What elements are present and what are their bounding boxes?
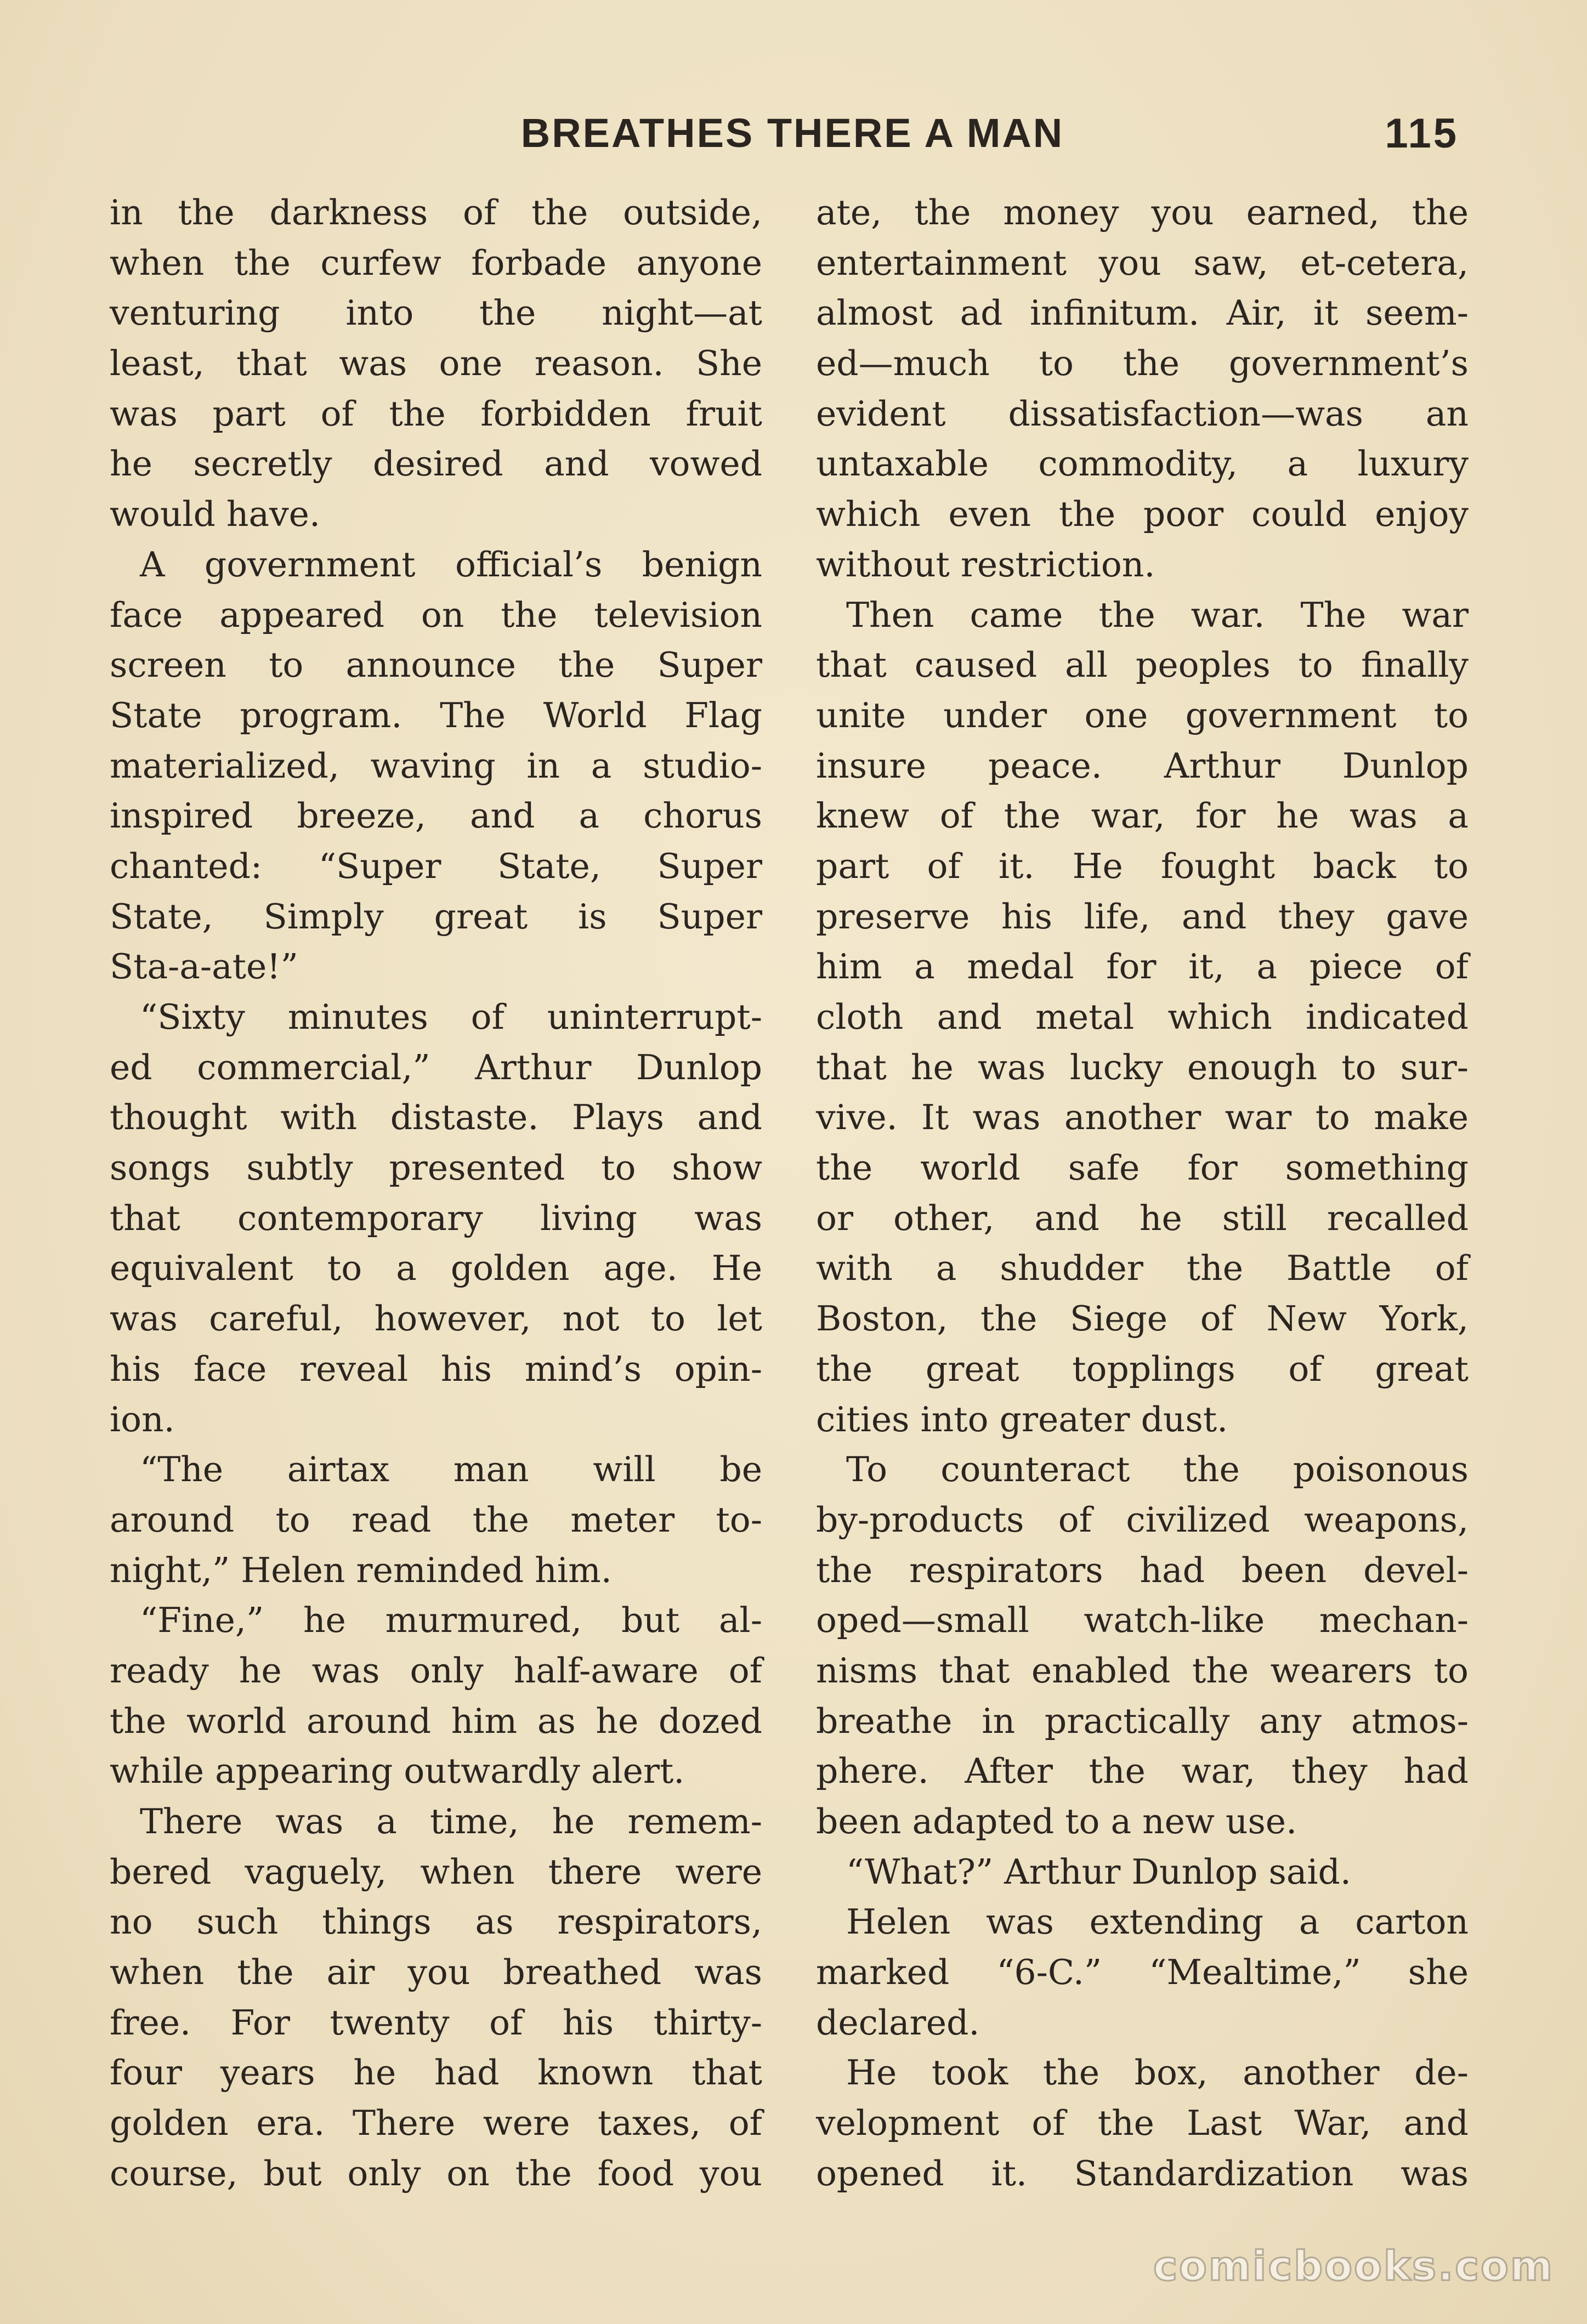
text-line: almost ad infinitum. Air, it seem-	[816, 293, 1469, 333]
text-line: ed—much to the government’s	[816, 343, 1469, 384]
text-line: declared.	[816, 2002, 980, 2043]
text-line: songs subtly presented to show	[110, 1148, 762, 1188]
text-line: equivalent to a golden age. He	[110, 1248, 762, 1289]
text-line: Helen was extending a carton	[846, 1902, 1469, 1942]
text-line: chanted: “Super State, Super	[110, 846, 762, 886]
text-line: face appeared on the television	[110, 594, 762, 635]
text-line: nisms that enabled the wearers to	[816, 1650, 1469, 1691]
page-header	[107, 110, 1478, 170]
text-line: marked “6-C.” “Mealtime,” she	[816, 1952, 1469, 1993]
watermark: comicbooks.com	[1153, 2243, 1554, 2290]
text-line: free. For twenty of his thirty-	[110, 2002, 762, 2043]
text-line: that he was lucky enough to sur-	[816, 1047, 1469, 1087]
text-line: by-products of civilized weapons,	[816, 1499, 1469, 1540]
text-column-right	[816, 188, 1469, 2199]
text-line: ate, the money you earned, the	[816, 192, 1469, 233]
text-line: part of it. He fought back to	[816, 846, 1469, 886]
text-line: was careful, however, not to let	[110, 1299, 762, 1339]
text-line: State program. The World Flag	[110, 695, 762, 735]
text-line: “Sixty minutes of uninterrupt-	[140, 997, 762, 1037]
text-line: He took the box, another de-	[846, 2053, 1469, 2093]
text-line: State, Simply great is Super	[110, 896, 762, 937]
text-line: breathe in practically any atmos-	[816, 1701, 1469, 1741]
text-line: when the curfew forbade anyone	[110, 242, 762, 283]
text-line: insure peace. Arthur Dunlop	[816, 745, 1469, 786]
text-line: There was a time, he remem-	[140, 1801, 762, 1841]
text-line: been adapted to a new use.	[816, 1801, 1297, 1841]
text-line: Sta-a-ate!”	[110, 946, 298, 987]
text-line: would have.	[110, 494, 320, 535]
text-line: that caused all peoples to finally	[816, 645, 1469, 685]
text-line: entertainment you saw, et-cetera,	[816, 242, 1469, 283]
text-column-left	[110, 188, 762, 2199]
text-line: no such things as respirators,	[110, 1902, 762, 1942]
text-line: “The airtax man will be	[140, 1449, 762, 1490]
text-line: “Fine,” he murmured, but al-	[140, 1600, 762, 1641]
text-line: with a shudder the Battle of	[816, 1248, 1469, 1289]
text-line: night,” Helen reminded him.	[110, 1550, 612, 1590]
text-line: the great topplings of great	[816, 1348, 1469, 1389]
text-line: golden era. There were taxes, of	[110, 2103, 762, 2144]
text-line: his face reveal his mind’s opin-	[110, 1348, 762, 1389]
text-line: without restriction.	[816, 544, 1155, 585]
text-line: To counteract the poisonous	[846, 1449, 1469, 1490]
text-line: vive. It was another war to make	[816, 1097, 1469, 1138]
text-line: velopment of the Last War, and	[816, 2103, 1469, 2144]
text-line: bered vaguely, when there were	[110, 1851, 762, 1892]
text-line: thought with distaste. Plays and	[110, 1097, 762, 1138]
text-line: while appearing outwardly alert.	[110, 1751, 685, 1792]
text-line: him a medal for it, a piece of	[816, 946, 1469, 987]
text-line: when the air you breathed was	[110, 1952, 762, 1993]
text-line: ed commercial,” Arthur Dunlop	[110, 1047, 762, 1087]
text-line: four years he had known that	[110, 2053, 762, 2093]
text-line: A government official’s benign	[140, 544, 762, 585]
text-line: or other, and he still recalled	[816, 1198, 1469, 1238]
text-line: the world around him as he dozed	[110, 1701, 762, 1741]
text-line: Then came the war. The war	[846, 594, 1469, 635]
text-line: phere. After the war, they had	[816, 1751, 1469, 1792]
text-line: ready he was only half-aware of	[110, 1650, 762, 1691]
text-line: around to read the meter to-	[110, 1499, 762, 1540]
text-line: in the darkness of the outside,	[110, 192, 762, 233]
running-title: BREATHES THERE A MAN	[520, 110, 1064, 156]
text-line: Boston, the Siege of New York,	[816, 1299, 1469, 1339]
text-line: which even the poor could enjoy	[816, 494, 1469, 535]
page-number: 115	[1385, 110, 1459, 157]
text-line: unite under one government to	[816, 695, 1469, 735]
text-line: preserve his life, and they gave	[816, 896, 1469, 937]
text-line: was part of the forbidden fruit	[110, 393, 762, 434]
text-line: cloth and metal which indicated	[816, 997, 1469, 1037]
text-line: course, but only on the food you	[110, 2153, 762, 2193]
text-line: “What?” Arthur Dunlop said.	[846, 1851, 1351, 1892]
text-line: that contemporary living was	[110, 1198, 762, 1238]
text-line: untaxable commodity, a luxury	[816, 444, 1469, 484]
text-line: venturing into the night—at	[110, 293, 762, 333]
text-line: oped—small watch-like mechan-	[816, 1600, 1469, 1641]
text-line: screen to announce the Super	[110, 645, 762, 685]
text-line: inspired breeze, and a chorus	[110, 796, 762, 836]
text-line: materialized, waving in a studio-	[110, 745, 762, 786]
text-line: evident dissatisfaction—was an	[816, 393, 1469, 434]
text-line: knew of the war, for he was a	[816, 796, 1469, 836]
text-line: the world safe for something	[816, 1148, 1469, 1188]
text-line: least, that was one reason. She	[110, 343, 762, 384]
text-line: the respirators had been devel-	[816, 1550, 1469, 1590]
text-line: opened it. Standardization was	[816, 2153, 1469, 2193]
text-line: ion.	[110, 1399, 175, 1439]
text-line: cities into greater dust.	[816, 1399, 1228, 1439]
text-line: he secretly desired and vowed	[110, 444, 762, 484]
